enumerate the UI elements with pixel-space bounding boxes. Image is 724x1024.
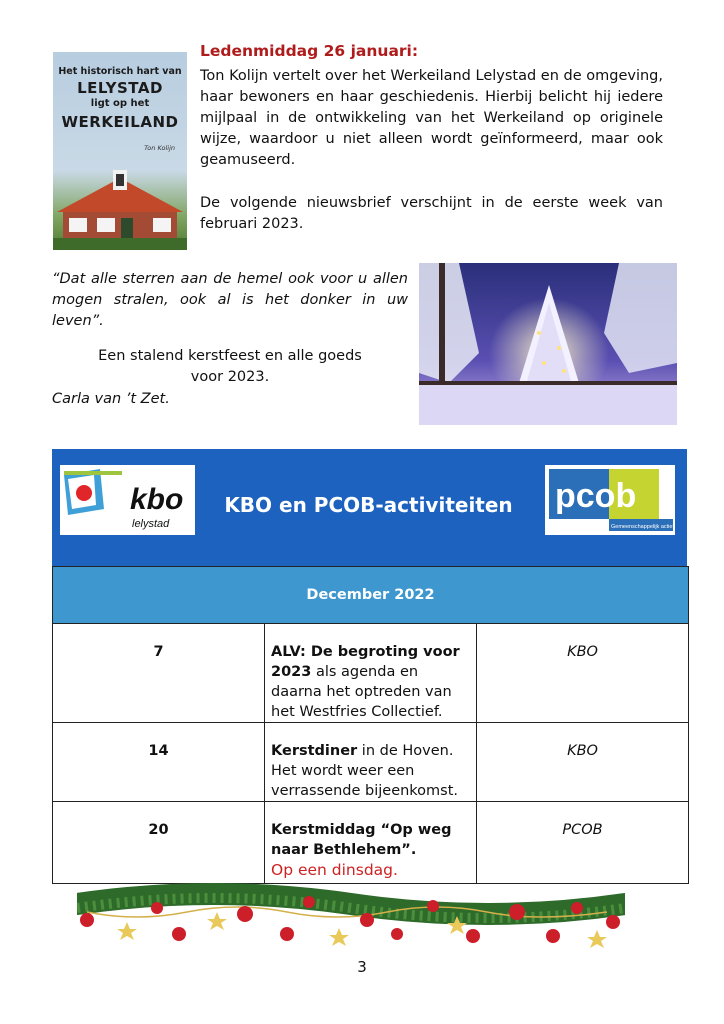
activities-table	[52, 566, 689, 884]
activities-title: KBO en PCOB-activiteiten	[224, 493, 513, 517]
table-row	[53, 624, 689, 723]
row-organizer: PCOB	[477, 802, 689, 884]
winter-tree-photo	[419, 263, 677, 425]
book-title-line1: Het historisch hart van	[58, 66, 182, 77]
kbo-logo	[60, 465, 195, 535]
row-description-bold: Kerstmiddag “Op weg naar Bethlehem”.	[271, 822, 452, 858]
row-description	[265, 802, 477, 884]
christmas-garland-image	[77, 882, 625, 952]
event-heading: Ledenmiddag 26 januari:	[200, 42, 419, 60]
row-description	[265, 624, 477, 723]
table-row	[53, 723, 689, 802]
christmas-wish-line1: Een stalend kerstfeest en alle goeds	[98, 348, 362, 364]
book-title-line3: ligt op het	[90, 98, 150, 109]
christmas-wish-line2: voor 2023.	[190, 369, 270, 385]
next-newsletter-note: De volgende nieuwsbrief verschijnt in de eerste week van februari 2023.	[200, 195, 663, 232]
kbo-logo-text: kbo	[130, 483, 184, 516]
row-organizer: KBO	[477, 723, 689, 802]
row-description-bold: Kerstdiner	[271, 743, 358, 759]
row-description-line2: Het wordt weer een verrassende bijeenkomst.	[271, 763, 459, 799]
row-note: Op een dinsdag.	[271, 861, 398, 879]
kbo-logo-sub: lelystad	[132, 518, 170, 530]
christmas-quote: “Dat alle sterren aan de hemel ook voor u allen mogen stralen, ook al is het donker in uw leven”.	[52, 271, 408, 329]
row-description	[265, 723, 477, 802]
book-cover-image	[53, 52, 187, 250]
table-row	[53, 802, 689, 884]
month-header: December 2022	[53, 567, 689, 624]
book-title-line2: LELYSTAD	[77, 79, 163, 97]
row-description-rest: als agenda en daarna het optreden van het Westfries Collectief.	[271, 664, 452, 720]
page-number: 3	[357, 958, 367, 976]
book-author: Ton Kolijn	[144, 144, 175, 152]
book-title-line4: WERKEILAND	[61, 113, 179, 131]
row-description-bold: ALV: De begroting voor 2023	[271, 644, 460, 680]
row-day: 7	[53, 624, 265, 723]
pcob-logo	[545, 465, 675, 535]
signature: Carla van ’t Zet.	[52, 391, 170, 407]
pcob-logo-text: pcob	[555, 477, 637, 515]
event-description: Ton Kolijn vertelt over het Werkeiland Lelystad en de omgeving, haar bewoners en haar geschiedenis. Hierbij belicht hij iedere mijlpaal in de ontwikkeling van het Werkeiland op originele wijze, waardoor u niet alleen wordt geïnformeerd, maar ook geamuseerd.	[200, 68, 663, 168]
row-day: 20	[53, 802, 265, 884]
house-illustration	[53, 170, 187, 250]
pcob-logo-sub: Gemeenschappelijk actief	[611, 524, 674, 530]
row-day: 14	[53, 723, 265, 802]
row-organizer: KBO	[477, 624, 689, 723]
row-description-rest: in de Hoven.	[357, 743, 454, 759]
